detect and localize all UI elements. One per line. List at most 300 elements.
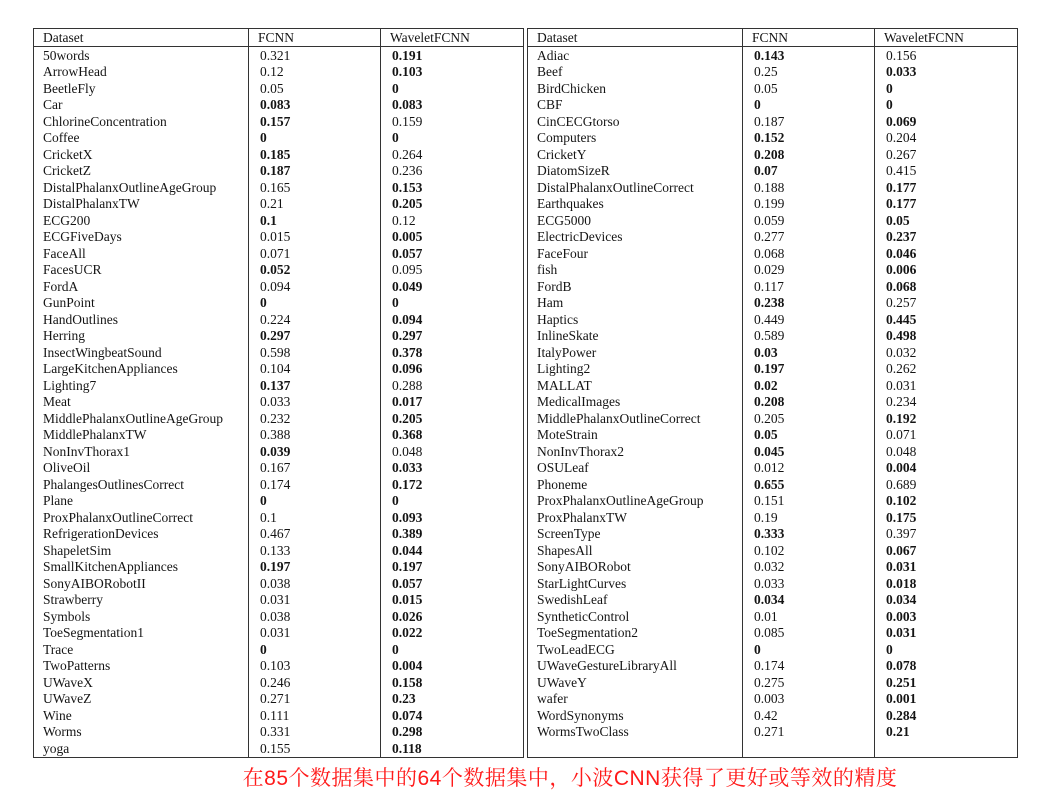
table-row [528, 196, 1018, 213]
waveletfcnn-value-cell: 0 [875, 641, 1018, 658]
col-header-fcnn: FCNN [743, 29, 875, 47]
dataset-cell: Phoneme [528, 476, 743, 493]
fcnn-value-cell: 0.015 [249, 229, 381, 246]
table-row [34, 179, 524, 196]
waveletfcnn-value-cell: 0.298 [381, 724, 524, 741]
dataset-cell: UWaveGestureLibraryAll [528, 658, 743, 675]
table-row [528, 361, 1018, 378]
dataset-cell: HandOutlines [34, 311, 249, 328]
fcnn-value-cell: 0.238 [743, 295, 875, 312]
fcnn-value-cell: 0.012 [743, 460, 875, 477]
table-row [34, 674, 524, 691]
table-row [34, 262, 524, 279]
results-table-left [33, 28, 524, 758]
fcnn-value-cell: 0.038 [249, 608, 381, 625]
fcnn-value-cell: 0.1 [249, 212, 381, 229]
waveletfcnn-value-cell: 0.205 [381, 410, 524, 427]
dataset-cell: SyntheticControl [528, 608, 743, 625]
dataset-cell: MedicalImages [528, 394, 743, 411]
waveletfcnn-value-cell: 0.159 [381, 113, 524, 130]
fcnn-value-cell: 0 [249, 641, 381, 658]
fcnn-value-cell: 0.034 [743, 592, 875, 609]
waveletfcnn-value-cell: 0.288 [381, 377, 524, 394]
table-row [34, 212, 524, 229]
waveletfcnn-value-cell: 0.015 [381, 592, 524, 609]
waveletfcnn-value-cell: 0.032 [875, 344, 1018, 361]
fcnn-value-cell: 0.033 [743, 575, 875, 592]
waveletfcnn-value-cell: 0.368 [381, 427, 524, 444]
dataset-cell: BeetleFly [34, 80, 249, 97]
col-header-waveletfcnn: WaveletFCNN [381, 29, 524, 47]
dataset-cell: ChlorineConcentration [34, 113, 249, 130]
dataset-cell: OliveOil [34, 460, 249, 477]
dataset-cell: ECGFiveDays [34, 229, 249, 246]
waveletfcnn-value-cell: 0.297 [381, 328, 524, 345]
fcnn-value-cell: 0.031 [249, 625, 381, 642]
table-row [34, 641, 524, 658]
dataset-cell: ToeSegmentation2 [528, 625, 743, 642]
dataset-cell: CricketZ [34, 163, 249, 180]
waveletfcnn-value-cell: 0.23 [381, 691, 524, 708]
table-row [528, 64, 1018, 81]
dataset-cell: Herring [34, 328, 249, 345]
dataset-cell: Haptics [528, 311, 743, 328]
table-row [528, 658, 1018, 675]
dataset-cell: SwedishLeaf [528, 592, 743, 609]
waveletfcnn-value-cell: 0.103 [381, 64, 524, 81]
dataset-cell: FordB [528, 278, 743, 295]
table-row [34, 229, 524, 246]
table-row [34, 377, 524, 394]
table-row [34, 443, 524, 460]
table-row [528, 311, 1018, 328]
table-row [528, 526, 1018, 543]
waveletfcnn-value-cell: 0.044 [381, 542, 524, 559]
fcnn-value-cell: 0.271 [743, 724, 875, 741]
fcnn-value-cell: 0.151 [743, 493, 875, 510]
table-row [34, 394, 524, 411]
table-row [528, 575, 1018, 592]
col-header-fcnn: FCNN [249, 29, 381, 47]
waveletfcnn-value-cell: 0.048 [381, 443, 524, 460]
fcnn-value-cell: 0.174 [743, 658, 875, 675]
fcnn-value-cell: 0.157 [249, 113, 381, 130]
table-row [34, 311, 524, 328]
dataset-cell: Worms [34, 724, 249, 741]
table-row [528, 427, 1018, 444]
waveletfcnn-value-cell: 0.001 [875, 691, 1018, 708]
dataset-cell: NonInvThorax1 [34, 443, 249, 460]
dataset-cell: ProxPhalanxTW [528, 509, 743, 526]
dataset-cell: Meat [34, 394, 249, 411]
dataset-cell: yoga [34, 740, 249, 757]
table-row [528, 179, 1018, 196]
fcnn-value-cell: 0 [249, 493, 381, 510]
header-row [34, 29, 524, 47]
fcnn-value-cell: 0.137 [249, 377, 381, 394]
fcnn-value-cell: 0.152 [743, 130, 875, 147]
fcnn-value-cell: 0.033 [249, 394, 381, 411]
dataset-cell: WormsTwoClass [528, 724, 743, 741]
fcnn-value-cell: 0.052 [249, 262, 381, 279]
results-table-right [527, 28, 1018, 758]
dataset-cell: SmallKitchenAppliances [34, 559, 249, 576]
waveletfcnn-value-cell: 0.022 [381, 625, 524, 642]
table-row [34, 509, 524, 526]
table-row [528, 212, 1018, 229]
fcnn-value-cell: 0.208 [743, 394, 875, 411]
dataset-cell: StarLightCurves [528, 575, 743, 592]
dataset-cell: GunPoint [34, 295, 249, 312]
waveletfcnn-value-cell: 0 [875, 97, 1018, 114]
dataset-cell: Earthquakes [528, 196, 743, 213]
fcnn-value-cell: 0 [249, 130, 381, 147]
fcnn-value-cell: 0.02 [743, 377, 875, 394]
table-row [528, 262, 1018, 279]
table-row [34, 691, 524, 708]
waveletfcnn-value-cell: 0.267 [875, 146, 1018, 163]
dataset-cell [528, 740, 743, 757]
dataset-cell: SonyAIBORobot [528, 559, 743, 576]
fcnn-value-cell: 0.111 [249, 707, 381, 724]
waveletfcnn-value-cell: 0 [381, 130, 524, 147]
table-row [34, 278, 524, 295]
waveletfcnn-value-cell: 0.057 [381, 245, 524, 262]
fcnn-value-cell: 0.143 [743, 47, 875, 64]
dataset-cell: ItalyPower [528, 344, 743, 361]
table-row [528, 344, 1018, 361]
table-row [528, 410, 1018, 427]
fcnn-value-cell: 0.1 [249, 509, 381, 526]
dataset-cell: 50words [34, 47, 249, 64]
dataset-cell: BirdChicken [528, 80, 743, 97]
table-row [34, 625, 524, 642]
table-row [528, 641, 1018, 658]
fcnn-value-cell: 0.045 [743, 443, 875, 460]
table-row [34, 130, 524, 147]
dataset-cell: wafer [528, 691, 743, 708]
table-row [528, 724, 1018, 741]
table-row [34, 295, 524, 312]
table-row [34, 658, 524, 675]
fcnn-value-cell: 0.331 [249, 724, 381, 741]
dataset-cell: InsectWingbeatSound [34, 344, 249, 361]
dataset-cell: ShapesAll [528, 542, 743, 559]
waveletfcnn-value-cell: 0.389 [381, 526, 524, 543]
waveletfcnn-value-cell: 0.397 [875, 526, 1018, 543]
col-header-waveletfcnn: WaveletFCNN [875, 29, 1018, 47]
fcnn-value-cell: 0.094 [249, 278, 381, 295]
waveletfcnn-value-cell: 0.048 [875, 443, 1018, 460]
table-row [34, 196, 524, 213]
fcnn-value-cell: 0.25 [743, 64, 875, 81]
waveletfcnn-value-cell: 0.12 [381, 212, 524, 229]
table-row [528, 245, 1018, 262]
table-row [528, 625, 1018, 642]
dataset-cell: ScreenType [528, 526, 743, 543]
table-row [34, 608, 524, 625]
dataset-cell: LargeKitchenAppliances [34, 361, 249, 378]
fcnn-value-cell: 0.083 [249, 97, 381, 114]
waveletfcnn-value-cell: 0 [381, 641, 524, 658]
fcnn-value-cell: 0.03 [743, 344, 875, 361]
dataset-cell: Car [34, 97, 249, 114]
waveletfcnn-value-cell: 0.415 [875, 163, 1018, 180]
table-row [34, 427, 524, 444]
table-row [34, 361, 524, 378]
fcnn-value-cell: 0.187 [743, 113, 875, 130]
waveletfcnn-value-cell: 0.033 [875, 64, 1018, 81]
waveletfcnn-value-cell: 0.069 [875, 113, 1018, 130]
dataset-cell: ElectricDevices [528, 229, 743, 246]
fcnn-value-cell: 0.467 [249, 526, 381, 543]
waveletfcnn-value-cell: 0.005 [381, 229, 524, 246]
waveletfcnn-value-cell: 0.046 [875, 245, 1018, 262]
benchmark-results-tables [33, 28, 1018, 758]
fcnn-value-cell: 0.102 [743, 542, 875, 559]
table-row [34, 724, 524, 741]
waveletfcnn-value-cell: 0 [381, 493, 524, 510]
waveletfcnn-value-cell: 0.031 [875, 377, 1018, 394]
dataset-cell: Coffee [34, 130, 249, 147]
table-row [34, 410, 524, 427]
waveletfcnn-value-cell: 0.264 [381, 146, 524, 163]
dataset-cell: UWaveZ [34, 691, 249, 708]
waveletfcnn-value-cell: 0.257 [875, 295, 1018, 312]
dataset-cell: MALLAT [528, 377, 743, 394]
fcnn-value-cell: 0.598 [249, 344, 381, 361]
table-row [528, 691, 1018, 708]
dataset-cell: ProxPhalanxOutlineCorrect [34, 509, 249, 526]
waveletfcnn-value-cell [875, 740, 1018, 757]
waveletfcnn-value-cell: 0.192 [875, 410, 1018, 427]
fcnn-value-cell: 0.05 [249, 80, 381, 97]
table-row [528, 80, 1018, 97]
table-row [528, 509, 1018, 526]
waveletfcnn-value-cell: 0.21 [875, 724, 1018, 741]
dataset-cell: Wine [34, 707, 249, 724]
waveletfcnn-value-cell: 0.074 [381, 707, 524, 724]
fcnn-value-cell: 0.003 [743, 691, 875, 708]
waveletfcnn-value-cell: 0.689 [875, 476, 1018, 493]
waveletfcnn-value-cell: 0.177 [875, 179, 1018, 196]
fcnn-value-cell: 0.05 [743, 80, 875, 97]
table-row [34, 344, 524, 361]
fcnn-value-cell: 0.05 [743, 427, 875, 444]
table-row [34, 163, 524, 180]
waveletfcnn-value-cell: 0.197 [381, 559, 524, 576]
table-row [528, 113, 1018, 130]
waveletfcnn-value-cell: 0.095 [381, 262, 524, 279]
waveletfcnn-value-cell: 0.158 [381, 674, 524, 691]
waveletfcnn-value-cell: 0.006 [875, 262, 1018, 279]
waveletfcnn-value-cell: 0.284 [875, 707, 1018, 724]
fcnn-value-cell: 0.246 [249, 674, 381, 691]
dataset-cell: ECG200 [34, 212, 249, 229]
waveletfcnn-value-cell: 0.003 [875, 608, 1018, 625]
waveletfcnn-value-cell: 0.093 [381, 509, 524, 526]
dataset-cell: DistalPhalanxOutlineCorrect [528, 179, 743, 196]
table-row [528, 460, 1018, 477]
dataset-cell: fish [528, 262, 743, 279]
table-row [34, 64, 524, 81]
fcnn-value-cell: 0.059 [743, 212, 875, 229]
fcnn-value-cell: 0.271 [249, 691, 381, 708]
caption: 在85个数据集中的64个数据集中，小波CNN获得了更好或等效的精度 [242, 767, 898, 790]
table-row [528, 97, 1018, 114]
waveletfcnn-value-cell: 0.031 [875, 625, 1018, 642]
waveletfcnn-value-cell: 0.049 [381, 278, 524, 295]
dataset-cell: ToeSegmentation1 [34, 625, 249, 642]
waveletfcnn-value-cell: 0.205 [381, 196, 524, 213]
fcnn-value-cell [743, 740, 875, 757]
dataset-cell: WordSynonyms [528, 707, 743, 724]
waveletfcnn-value-cell: 0.078 [875, 658, 1018, 675]
fcnn-value-cell: 0.205 [743, 410, 875, 427]
dataset-cell: ArrowHead [34, 64, 249, 81]
fcnn-value-cell: 0 [743, 641, 875, 658]
waveletfcnn-value-cell: 0.068 [875, 278, 1018, 295]
fcnn-value-cell: 0.199 [743, 196, 875, 213]
fcnn-value-cell: 0.12 [249, 64, 381, 81]
fcnn-value-cell: 0.038 [249, 575, 381, 592]
dataset-cell: DistalPhalanxTW [34, 196, 249, 213]
table-row [528, 608, 1018, 625]
fcnn-value-cell: 0.188 [743, 179, 875, 196]
table-row [34, 80, 524, 97]
fcnn-value-cell: 0.174 [249, 476, 381, 493]
table-row [34, 526, 524, 543]
dataset-cell: Symbols [34, 608, 249, 625]
table-row [528, 130, 1018, 147]
fcnn-value-cell: 0.167 [249, 460, 381, 477]
waveletfcnn-value-cell: 0.083 [381, 97, 524, 114]
dataset-cell: PhalangesOutlinesCorrect [34, 476, 249, 493]
fcnn-value-cell: 0.117 [743, 278, 875, 295]
fcnn-value-cell: 0 [249, 295, 381, 312]
table-row [34, 707, 524, 724]
dataset-cell: FacesUCR [34, 262, 249, 279]
dataset-cell: CBF [528, 97, 743, 114]
fcnn-value-cell: 0.155 [249, 740, 381, 757]
filler-row [528, 740, 1018, 757]
table-row [528, 163, 1018, 180]
waveletfcnn-value-cell: 0.236 [381, 163, 524, 180]
fcnn-value-cell: 0.068 [743, 245, 875, 262]
fcnn-value-cell: 0.165 [249, 179, 381, 196]
waveletfcnn-value-cell: 0.033 [381, 460, 524, 477]
fcnn-value-cell: 0.031 [249, 592, 381, 609]
dataset-cell: MiddlePhalanxOutlineAgeGroup [34, 410, 249, 427]
fcnn-value-cell: 0.039 [249, 443, 381, 460]
fcnn-value-cell: 0.103 [249, 658, 381, 675]
waveletfcnn-value-cell: 0.153 [381, 179, 524, 196]
fcnn-value-cell: 0.277 [743, 229, 875, 246]
table-row [528, 592, 1018, 609]
dataset-cell: RefrigerationDevices [34, 526, 249, 543]
table-row [528, 394, 1018, 411]
waveletfcnn-value-cell: 0.057 [381, 575, 524, 592]
table-row [34, 592, 524, 609]
fcnn-value-cell: 0.071 [249, 245, 381, 262]
fcnn-value-cell: 0.208 [743, 146, 875, 163]
table-row [528, 559, 1018, 576]
dataset-cell: InlineSkate [528, 328, 743, 345]
table-row [34, 476, 524, 493]
table-row [528, 295, 1018, 312]
waveletfcnn-value-cell: 0.031 [875, 559, 1018, 576]
dataset-cell: ECG5000 [528, 212, 743, 229]
table-row [528, 47, 1018, 64]
table-row [528, 476, 1018, 493]
fcnn-value-cell: 0.388 [249, 427, 381, 444]
table-row [34, 97, 524, 114]
table-row [528, 278, 1018, 295]
dataset-cell: Computers [528, 130, 743, 147]
dataset-cell: UWaveY [528, 674, 743, 691]
waveletfcnn-value-cell: 0.004 [875, 460, 1018, 477]
waveletfcnn-value-cell: 0.234 [875, 394, 1018, 411]
table-row [34, 559, 524, 576]
table-row [528, 328, 1018, 345]
fcnn-value-cell: 0.321 [249, 47, 381, 64]
dataset-cell: Strawberry [34, 592, 249, 609]
fcnn-value-cell: 0.133 [249, 542, 381, 559]
waveletfcnn-value-cell: 0.204 [875, 130, 1018, 147]
header-row [528, 29, 1018, 47]
waveletfcnn-value-cell: 0.096 [381, 361, 524, 378]
table-row [34, 328, 524, 345]
fcnn-value-cell: 0.275 [743, 674, 875, 691]
dataset-cell: UWaveX [34, 674, 249, 691]
dataset-cell: Beef [528, 64, 743, 81]
waveletfcnn-value-cell: 0.094 [381, 311, 524, 328]
table-row [528, 707, 1018, 724]
table-row [34, 575, 524, 592]
waveletfcnn-value-cell: 0.378 [381, 344, 524, 361]
fcnn-value-cell: 0.032 [743, 559, 875, 576]
dataset-cell: DiatomSizeR [528, 163, 743, 180]
waveletfcnn-value-cell: 0.445 [875, 311, 1018, 328]
dataset-cell: Trace [34, 641, 249, 658]
waveletfcnn-value-cell: 0 [875, 80, 1018, 97]
table-row [528, 493, 1018, 510]
fcnn-value-cell: 0.232 [249, 410, 381, 427]
dataset-cell: Plane [34, 493, 249, 510]
fcnn-value-cell: 0.01 [743, 608, 875, 625]
dataset-cell: CricketY [528, 146, 743, 163]
table-row [34, 493, 524, 510]
waveletfcnn-value-cell: 0.067 [875, 542, 1018, 559]
fcnn-value-cell: 0.655 [743, 476, 875, 493]
waveletfcnn-value-cell: 0.017 [381, 394, 524, 411]
table-row [34, 460, 524, 477]
fcnn-value-cell: 0.185 [249, 146, 381, 163]
dataset-cell: MoteStrain [528, 427, 743, 444]
dataset-cell: MiddlePhalanxTW [34, 427, 249, 444]
waveletfcnn-value-cell: 0.262 [875, 361, 1018, 378]
table-row [528, 229, 1018, 246]
waveletfcnn-value-cell: 0.034 [875, 592, 1018, 609]
col-header-dataset: Dataset [528, 29, 743, 47]
dataset-cell: FaceFour [528, 245, 743, 262]
waveletfcnn-value-cell: 0.118 [381, 740, 524, 757]
table-row [34, 47, 524, 64]
fcnn-value-cell: 0.085 [743, 625, 875, 642]
dataset-cell: MiddlePhalanxOutlineCorrect [528, 410, 743, 427]
table-row [34, 113, 524, 130]
waveletfcnn-value-cell: 0.251 [875, 674, 1018, 691]
